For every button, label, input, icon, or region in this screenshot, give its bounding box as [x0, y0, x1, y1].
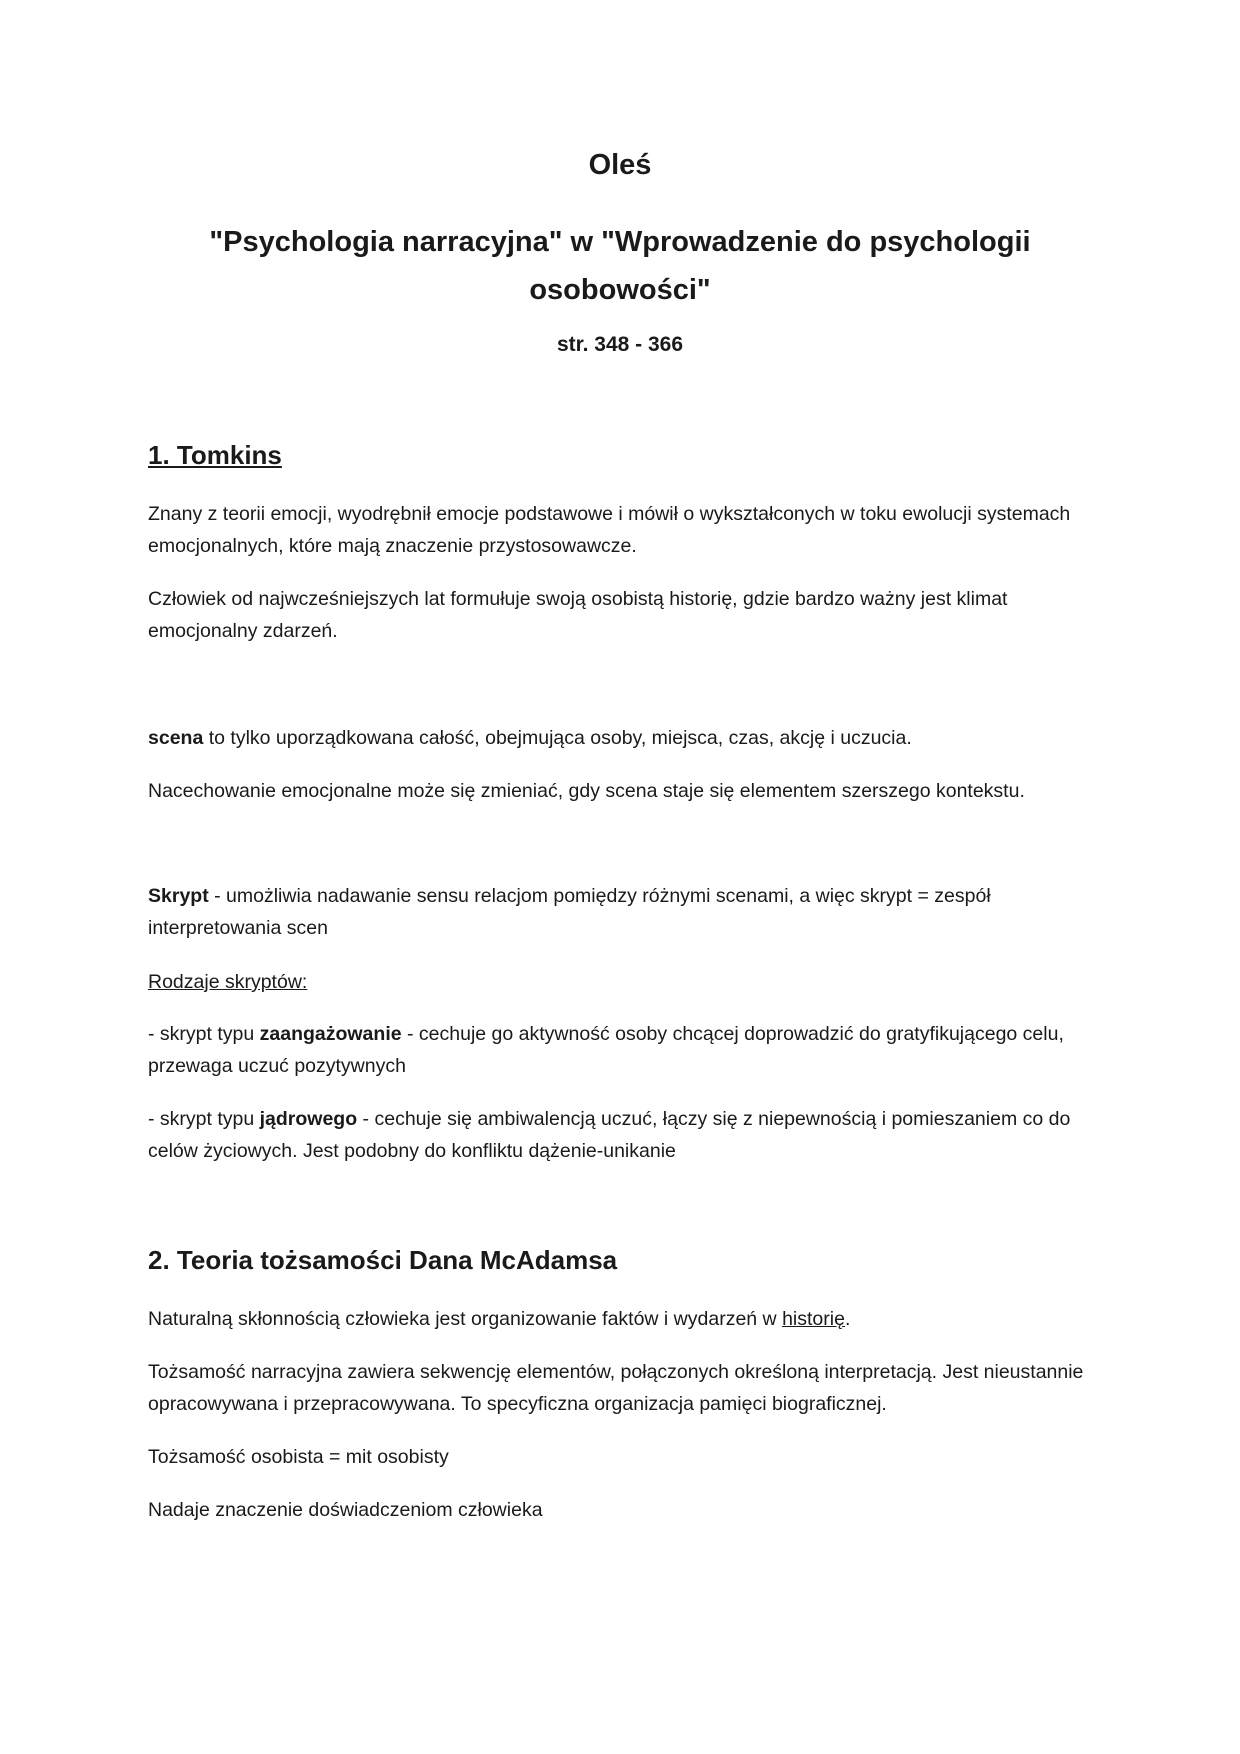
- scene-definition-text: to tylko uporządkowana całość, obejmująca osoby, miejsca, czas, akcję i uczucia.: [203, 727, 912, 749]
- section-heading-tomkins: 1. Tomkins: [148, 440, 282, 470]
- paragraph-script-definition: [148, 880, 1092, 944]
- paragraph-emotional-tone: Nacechowanie emocjonalne może się zmieniać, gdy scena staje się elementem szerszego kontekstu.: [148, 780, 1025, 802]
- term-commitment: zaangażowanie: [259, 1023, 402, 1045]
- script-definition-text: - umożliwia nadawanie sensu relacjom pomiędzy różnymi scenami, a więc skrypt = zespół interpretowania scen: [148, 885, 991, 939]
- term-scene: scena: [148, 727, 204, 749]
- list-item-script-type-1: [148, 1018, 1092, 1082]
- paragraph-personal-history: Człowiek od najwcześniejszych lat formułuje swoją osobistą historię, gdzie bardzo ważny jest klimat emocjonalny zdarzeń.: [148, 588, 1008, 642]
- paragraph-narrative-identity: Tożsamość narracyjna zawiera sekwencję elementów, połączonych określoną interpretacją. Jest nieustannie opracowywana i przepracowywana. To specyficzna organizacja pamięci biograficznej.: [148, 1361, 1084, 1415]
- paragraph-personal-myth: Tożsamość osobista = mit osobisty: [148, 1446, 449, 1468]
- paragraph-natural-tendency: [148, 1303, 1092, 1335]
- history-link[interactable]: historię: [782, 1308, 845, 1330]
- natural-tendency-end: .: [844, 1308, 851, 1330]
- term-script: Skrypt: [148, 885, 209, 907]
- natural-tendency-text: Naturalną skłonnością człowieka jest organizowanie faktów i wydarzeń w: [148, 1308, 783, 1330]
- paragraph-tomkins-intro: Znany z teorii emocji, wyodrębnił emocje podstawowe i mówił o wykształconych w toku ewolucji systemach emocjonalnych, które mają znaczenie przystosowawcze.: [148, 503, 1071, 557]
- document-title: "Psychologia narracyjna" w "Wprowadzenie do psychologii osobowości": [209, 226, 1031, 306]
- author-title: Oleś: [588, 149, 652, 181]
- term-nuclear: jądrowego: [259, 1108, 358, 1130]
- script-type-1-prefix: - skrypt typu: [148, 1023, 260, 1045]
- script-type-2-text: - cechuje się ambiwalencją uczuć, łączy się z niepewnością i pomieszaniem co do celów życiowych. Jest podobny do konfliktu dążenie-unikanie: [148, 1108, 1071, 1162]
- script-types-label: Rodzaje skryptów:: [148, 971, 308, 993]
- paragraph-meaning: Nadaje znaczenie doświadczeniom człowieka: [148, 1499, 543, 1521]
- page-range: str. 348 - 366: [556, 333, 684, 356]
- paragraph-scene-definition: [148, 722, 1092, 754]
- script-type-2-prefix: - skrypt typu: [148, 1108, 260, 1130]
- list-item-script-type-2: [148, 1103, 1092, 1167]
- script-type-1-text: - cechuje go aktywność osoby chcącej doprowadzić do gratyfikującego celu, przewaga uczuć pozytywnych: [148, 1023, 1064, 1077]
- section-heading-mcadams: 2. Teoria tożsamości Dana McAdamsa: [148, 1245, 618, 1275]
